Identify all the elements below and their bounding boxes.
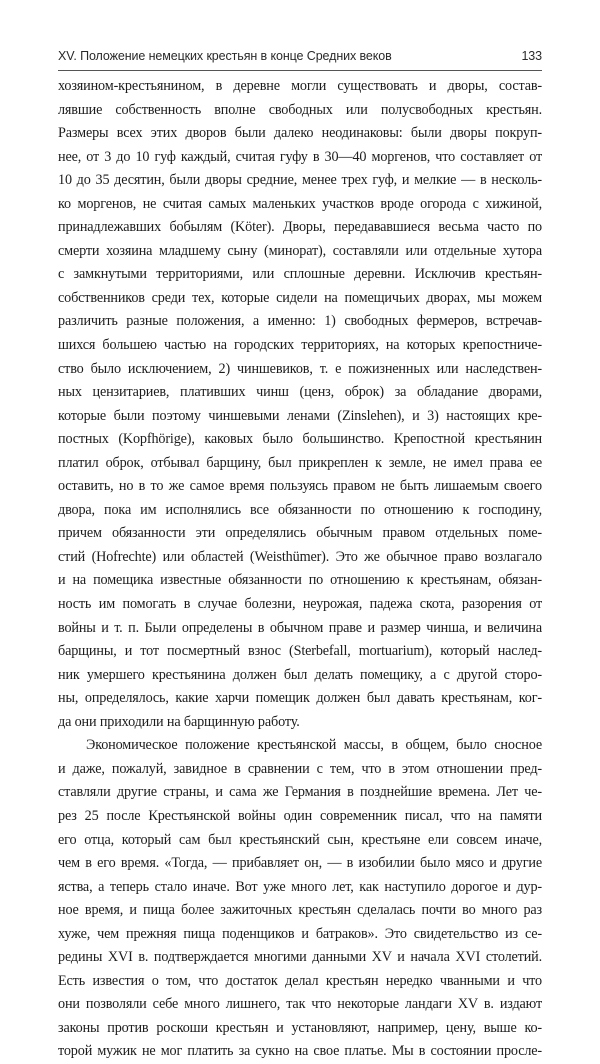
running-head	[58, 49, 542, 69]
text-line: лявшие собственность вполне свободных или полусвободных крестьян.	[58, 101, 542, 118]
body-text	[58, 75, 542, 1064]
text-line: ство было исключением, 2) чиншевиков, т. е пожизненных или наследствен-	[58, 360, 542, 377]
text-line: редины XVI в. подтверждается многими данными XV и начала XVI столетий.	[58, 949, 542, 966]
text-line: рез 25 после Крестьянской войны один современник писал, что на памяти	[58, 807, 542, 824]
text-line: различить разные положения, а именно: 1) свободных фермеров, встречав-	[58, 313, 542, 330]
text-line: ное время, и пища более зажиточных крестьян сделалась почти во много раз	[58, 902, 542, 919]
text-line: нее, от 3 до 10 гуф каждый, считая гуфу в 30—40 моргенов, что составляет от	[58, 148, 542, 165]
text-line: Размеры всех этих дворов были далеко неодинаковы: были дворы покруп-	[58, 125, 542, 142]
text-line: ны, определялось, какие харчи помещик должен был давать крестьянам, ког-	[58, 690, 542, 707]
text-line: которые были поэтому чиншевыми ленами (Zinslehen), и 3) настоящих кре-	[58, 407, 542, 424]
text-line: они позволяли себе много лишнего, так что некоторые ландаги XV в. издают	[58, 996, 542, 1013]
text-line: стий (Hofrechte) или областей (Weisthümer). Это же обычное право возлагало	[58, 548, 542, 565]
text-line: постных (Kopfhörige), каковых было большинство. Крепостной крестьянин	[58, 431, 542, 448]
text-line: войны и т. п. Были определены в обычном праве и размер чинша, и величина	[58, 619, 542, 636]
header-rule	[58, 70, 542, 71]
text-line: и на помещика известные обязанности по отношению к крестьянам, обязан-	[58, 572, 542, 589]
paragraph-first-line: Экономическое положение крестьянской массы, в общем, было сносное	[86, 737, 542, 754]
text-line: законы против роскоши крестьян и установляют, например, цену, выше ко-	[58, 1019, 542, 1036]
paragraph-last-line: да они приходили на барщинную работу.	[58, 713, 300, 730]
text-line: ных цензитариев, плативших чинш (ценз, оброк) за обладание дворами,	[58, 384, 542, 401]
text-line: оставить, но в то же самое время пользуясь правом не быть лишаемым своего	[58, 478, 542, 495]
text-line: чем в его время. «Тогда, — прибавляет он, — в изобилии было мясо и другие	[58, 855, 542, 872]
text-line: с замкнутыми территориями, или сплошные деревни. Исключив крестьян-	[58, 266, 542, 283]
text-line: двора, пока им исполнялись все обязанности по отношению к господину,	[58, 501, 542, 518]
text-line: собственников среди тех, которые сидели на помещичьих дворах, мы можем	[58, 289, 542, 306]
text-line: ник умершего крестьянина должен был делать помещику, а с другой сторо-	[58, 666, 542, 683]
chapter-title: XV. Положение немецких крестьян в конце Средних веков	[58, 49, 392, 63]
text-line: принадлежавших бобылям (Köter). Дворы, передававшиеся весьма часто по	[58, 219, 542, 236]
text-line: хозяином-крестьянином, в деревне могли существовать и дворы, состав-	[58, 78, 542, 94]
text-line: барщины, и тот посмертный взнос (Sterbefall, mortuarium), который наслед-	[58, 643, 542, 660]
text-line: смерти хозяина младшему сыну (минорат), составляли или отдельные хутора	[58, 242, 542, 259]
text-line: Есть известия о том, что достаток делал крестьян нередко чванными и что	[58, 972, 542, 989]
page-number: 133	[521, 49, 542, 63]
text-line: ность им помогать в случае болезни, неурожая, падежа скота, разорения от	[58, 596, 542, 613]
text-line: шихся большею частью на городских территориях, на которых крепостниче-	[58, 337, 542, 354]
text-line: ставляли другие страны, и сама же Германия в позднейшие времена. Лет че-	[58, 784, 542, 801]
text-line: торой мужик не мог платить за сукно на свое платье. Мы в состоянии просле-	[58, 1043, 542, 1060]
text-line: ко моргенов, не считая самых маленьких участков вроде огорода с хижиной,	[58, 195, 542, 212]
text-line: платил оброк, отбывал барщину, был прикреплен к земле, не имел права ее	[58, 454, 542, 471]
text-line: хуже, чем прежняя пища поденщиков и батраков». Это свидетельство из се-	[58, 925, 542, 942]
text-line: причем обязанности эти определялись обычным правом отдельных поме-	[58, 525, 542, 542]
text-line: 10 до 35 десятин, были дворы средние, менее трех гуф, и мелкие — в несколь-	[58, 172, 542, 189]
text-line: и даже, пожалуй, завидное в сравнении с тем, что в этом отношении пред-	[58, 760, 542, 777]
text-line: его отца, который сам был крестьянский сын, крестьяне ели совсем иначе,	[58, 831, 542, 848]
text-line: яства, а теперь стало иначе. Вот уже много лет, как наступило дорогое и дур-	[58, 878, 542, 895]
